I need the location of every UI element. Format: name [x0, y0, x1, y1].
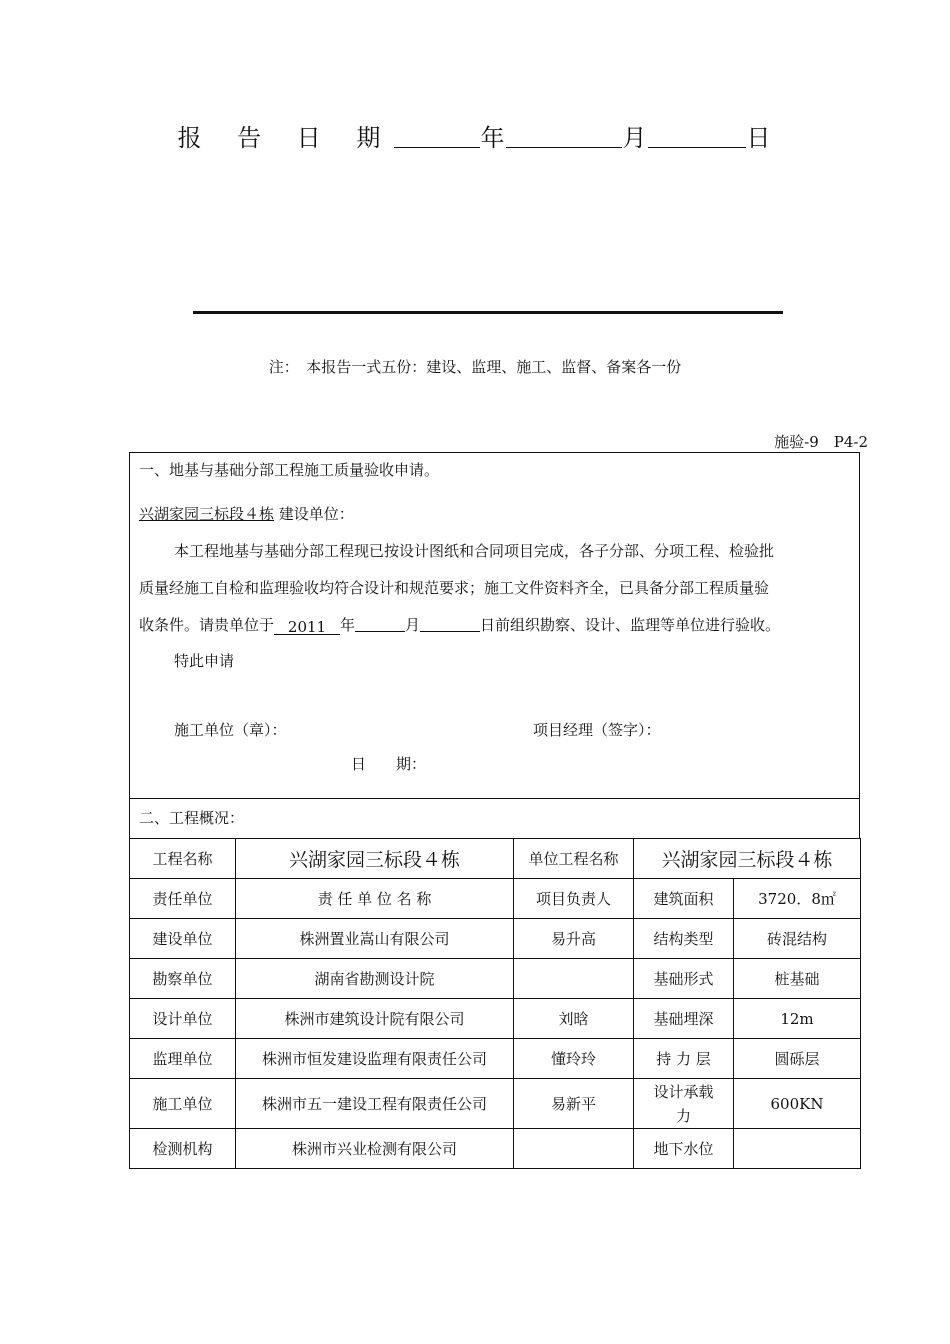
value-foundation-depth: 12m [734, 999, 861, 1039]
paragraph-line-2: 质量经施工自检和监理验收均符合设计和规范要求；施工文件资料齐全，已具备分部工程质量验 [139, 579, 770, 597]
label-design-bearing-capacity: 设计承载力 [634, 1079, 734, 1129]
label-testing-agency: 检测机构 [130, 1129, 236, 1169]
copies-note: 注： 本报告一式五份：建设、监理、施工、监督、备案各一份 [268, 358, 682, 376]
project-overview-table [129, 838, 861, 1169]
value-design-bearing-capacity: 600KN [734, 1079, 861, 1129]
day-inline-blank[interactable] [420, 615, 480, 632]
leader-contractor-unit: 易新平 [514, 1079, 634, 1129]
label-supervision-unit: 监理单位 [130, 1039, 236, 1079]
leader-supervision-unit: 懂玲玲 [514, 1039, 634, 1079]
table-row [130, 999, 861, 1039]
leader-design-unit: 刘晗 [514, 999, 634, 1039]
table-row [130, 959, 861, 999]
table-row [130, 1039, 861, 1079]
year-value[interactable]: 2011 [274, 618, 340, 635]
leader-testing-agency [514, 1129, 634, 1169]
section2-header [129, 798, 860, 839]
leader-construction-owner: 易升高 [514, 919, 634, 959]
label-design-unit: 设计单位 [130, 999, 236, 1039]
paragraph-3-suffix: 日前组织勘察、设计、监理等单位进行验收。 [480, 616, 781, 634]
value-survey-unit: 湖南省勘测设计院 [236, 959, 514, 999]
label-foundation-type: 基础形式 [634, 959, 734, 999]
label-project-name: 工程名称 [130, 839, 236, 879]
table-row [130, 1129, 861, 1169]
report-date-label: 报 告 日 期 [177, 124, 395, 152]
label-groundwater-level: 地下水位 [634, 1129, 734, 1169]
value-building-area: 3720．8㎡ [734, 879, 861, 919]
month-blank[interactable] [506, 125, 622, 148]
table-row [130, 919, 861, 959]
label-foundation-depth: 基础埋深 [634, 999, 734, 1039]
closing-text: 特此申请 [174, 652, 235, 670]
value-groundwater-level [734, 1129, 861, 1169]
month-unit: 月 [622, 124, 649, 152]
leader-survey-unit [514, 959, 634, 999]
header-unit-name: 责 任 单 位 名 称 [236, 879, 514, 919]
section2-heading: 二、工程概况： [139, 809, 245, 827]
table-row [130, 879, 861, 919]
label-bearing-layer: 持 力 层 [634, 1039, 734, 1079]
label-unit-project-name: 单位工程名称 [514, 839, 634, 879]
header-project-leader: 项目负责人 [514, 879, 634, 919]
day-blank[interactable] [648, 125, 746, 148]
addressee-line [139, 503, 354, 524]
paragraph-line-3 [139, 614, 780, 635]
value-bearing-layer: 圆砾层 [734, 1039, 861, 1079]
value-design-unit: 株洲市建筑设计院有限公司 [236, 999, 514, 1039]
month-unit-inline: 月 [405, 616, 421, 634]
value-supervision-unit: 株洲市恒发建设监理有限责任公司 [236, 1039, 514, 1079]
value-structure-type: 砖混结构 [734, 919, 861, 959]
application-date-label: 日 期： [351, 755, 427, 773]
value-construction-owner: 株洲置业嵩山有限公司 [236, 919, 514, 959]
form-code: 施验-9 P4-2 [774, 433, 868, 451]
table-row [130, 1079, 861, 1129]
paragraph-line-1: 本工程地基与基础分部工程现已按设计图纸和合同项目完成，各子分部、分项工程、检验批 [174, 542, 775, 560]
section1-heading: 一、地基与基础分部工程施工质量验收申请。 [139, 461, 440, 479]
value-foundation-type: 桩基础 [734, 959, 861, 999]
value-testing-agency: 株洲市兴业检测有限公司 [236, 1129, 514, 1169]
label-building-area: 建筑面积 [634, 879, 734, 919]
label-survey-unit: 勘察单位 [130, 959, 236, 999]
contractor-seal-label: 施工单位（章）： [174, 721, 287, 739]
table-row [130, 839, 861, 879]
project-manager-signature-label: 项目经理（签字）： [533, 721, 661, 739]
addressee: 建设单位： [278, 505, 354, 523]
value-unit-project-name: 兴湖家园三标段４栋 [634, 839, 861, 879]
value-project-name: 兴湖家园三标段４栋 [236, 839, 514, 879]
day-unit: 日 [746, 124, 773, 152]
label-responsible-unit: 责任单位 [130, 879, 236, 919]
label-structure-type: 结构类型 [634, 919, 734, 959]
year-blank[interactable] [394, 125, 480, 148]
label-contractor-unit: 施工单位 [130, 1079, 236, 1129]
acceptance-application-box [129, 452, 860, 799]
year-unit-inline: 年 [340, 616, 356, 634]
label-construction-owner: 建设单位 [130, 919, 236, 959]
project-name: 兴湖家园三标段４栋 [139, 505, 275, 523]
value-contractor-unit: 株洲市五一建设工程有限责任公司 [236, 1079, 514, 1129]
divider-rule [193, 311, 783, 314]
report-date-line [0, 118, 950, 153]
paragraph-3-prefix: 收条件。请贵单位于 [139, 616, 275, 634]
month-inline-blank[interactable] [355, 615, 405, 632]
year-unit: 年 [480, 124, 507, 152]
